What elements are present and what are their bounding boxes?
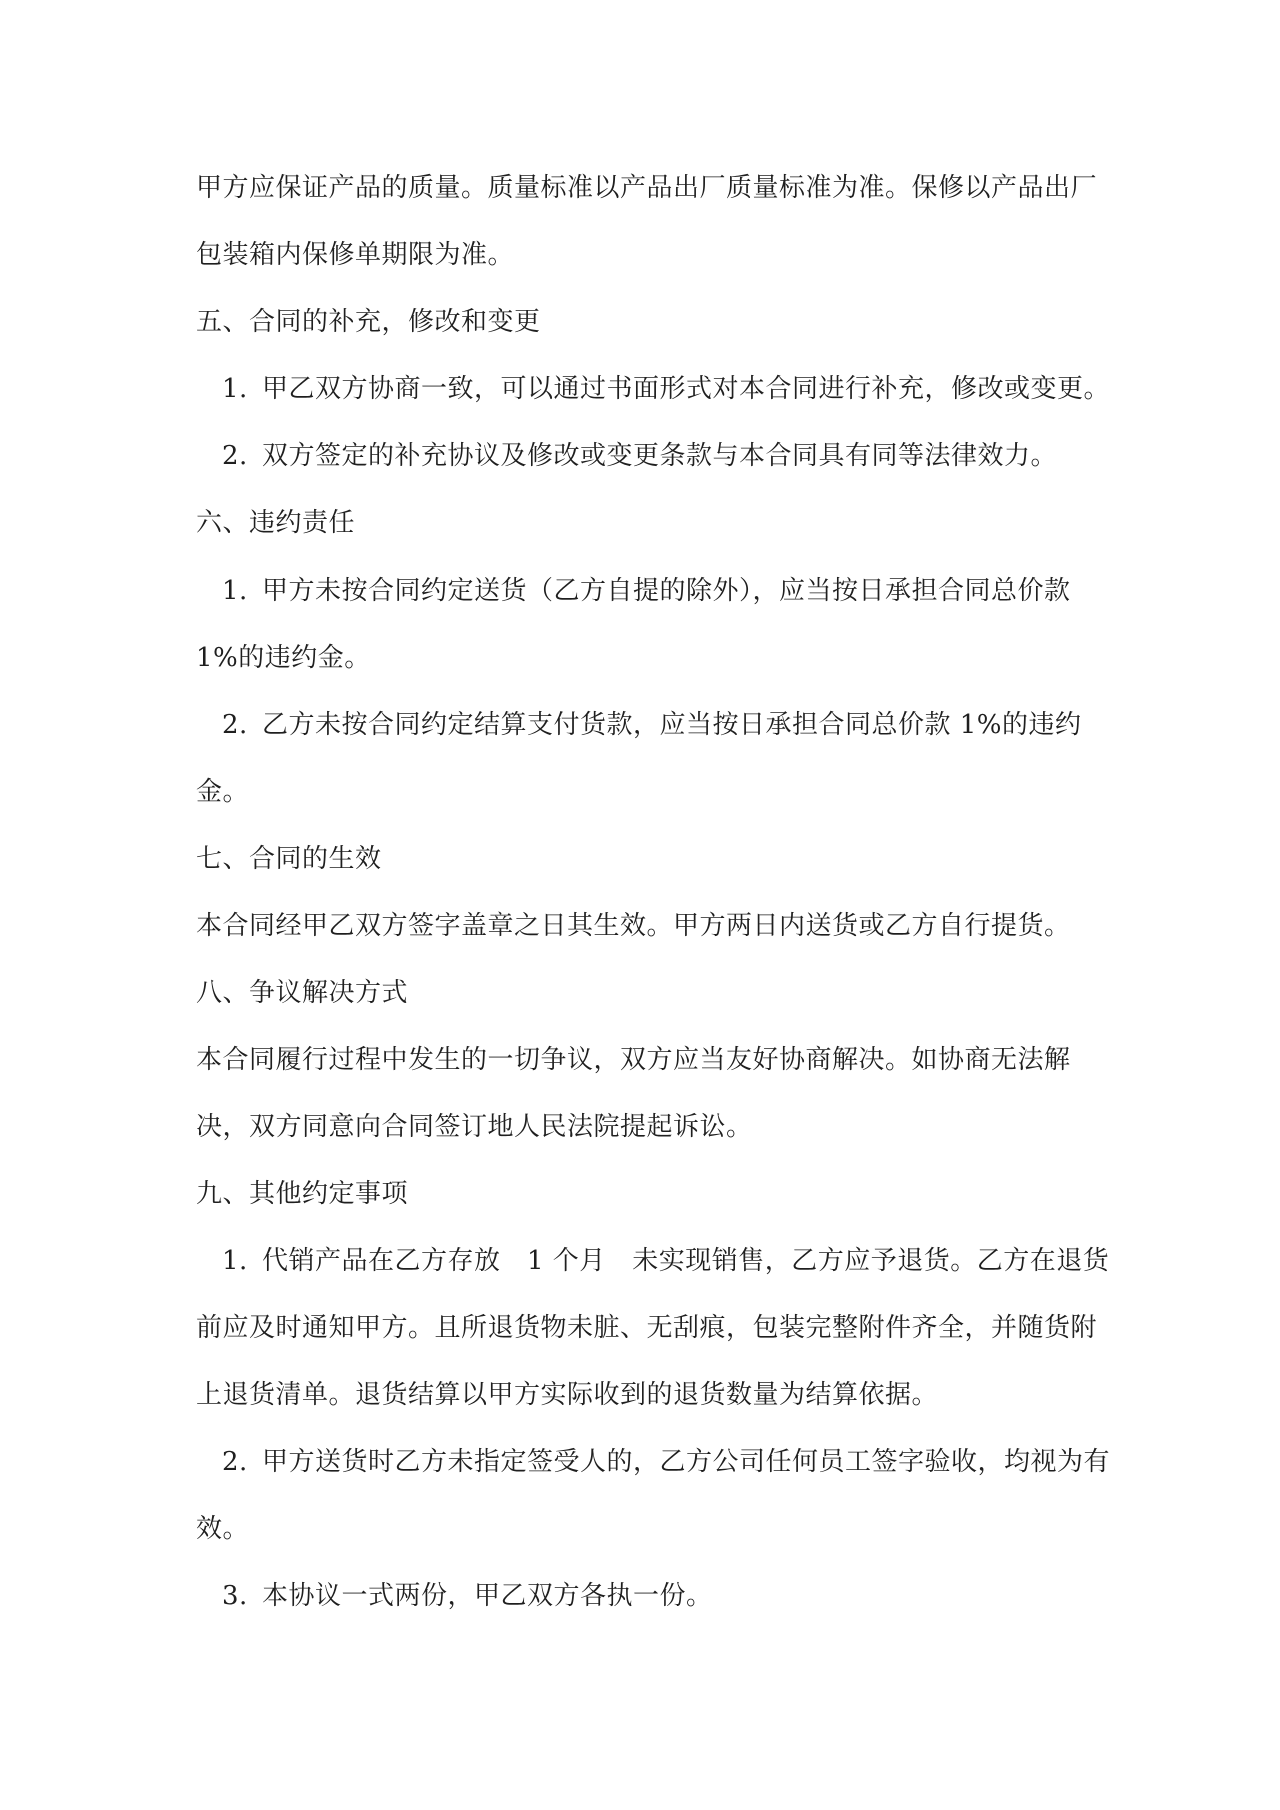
list-text: 甲方送货时乙方未指定签受人的，乙方公司任何员工签字验收，均视为有 [262, 1447, 1111, 1477]
list-number: 3. [222, 1581, 248, 1611]
list-text: 乙方未按合同约定结算支付货款，应当按日承担合同总价款 1%的违约 [262, 710, 1082, 740]
section-heading: 六、违约责任 [196, 508, 356, 538]
list-continuation: 上退货清单。退货结算以甲方实际收到的退货数量为结算依据。 [196, 1380, 939, 1410]
list-continuation: 金。 [196, 777, 250, 807]
list-item [222, 1241, 1122, 1281]
list-continuation: 前应及时通知甲方。且所退货物未脏、无刮痕，包装完整附件齐全，并随货附 [196, 1313, 1098, 1343]
paragraph-line: 包装箱内保修单期限为准。 [196, 240, 515, 270]
list-text: 代销产品在乙方存放 1 个月 未实现销售，乙方应予退货。乙方在退货 [262, 1246, 1110, 1276]
list-continuation: 1%的违约金。 [196, 643, 371, 673]
list-number: 2. [222, 441, 248, 471]
list-number: 2. [222, 1447, 248, 1477]
list-item [222, 369, 1122, 409]
section-heading: 五、合同的补充，修改和变更 [196, 307, 541, 337]
list-number: 2. [222, 710, 248, 740]
paragraph-line: 本合同履行过程中发生的一切争议，双方应当友好协商解决。如协商无法解 [196, 1045, 1071, 1075]
list-number: 1. [222, 374, 248, 404]
list-continuation: 效。 [196, 1514, 250, 1544]
list-item [222, 1576, 1122, 1616]
list-text: 本协议一式两份，甲乙双方各执一份。 [262, 1581, 713, 1611]
list-item [222, 705, 1122, 745]
list-number: 1. [222, 1246, 248, 1276]
section-heading: 七、合同的生效 [196, 844, 382, 874]
section-heading: 八、争议解决方式 [196, 978, 409, 1008]
list-number: 1. [222, 576, 248, 606]
section-heading: 九、其他约定事项 [196, 1179, 409, 1209]
paragraph-line: 决，双方同意向合同签订地人民法院提起诉讼。 [196, 1112, 753, 1142]
list-item [222, 1442, 1122, 1482]
list-item [222, 571, 1122, 611]
list-item [222, 436, 1122, 476]
list-text: 双方签定的补充协议及修改或变更条款与本合同具有同等法律效力。 [262, 441, 1058, 471]
paragraph-line: 本合同经甲乙双方签字盖章之日其生效。甲方两日内送货或乙方自行提货。 [196, 911, 1071, 941]
paragraph-line: 甲方应保证产品的质量。质量标准以产品出厂质量标准为准。保修以产品出厂 [196, 173, 1098, 203]
list-text: 甲方未按合同约定送货（乙方自提的除外），应当按日承担合同总价款 [262, 576, 1071, 606]
list-text: 甲乙双方协商一致，可以通过书面形式对本合同进行补充，修改或变更。 [262, 374, 1111, 404]
